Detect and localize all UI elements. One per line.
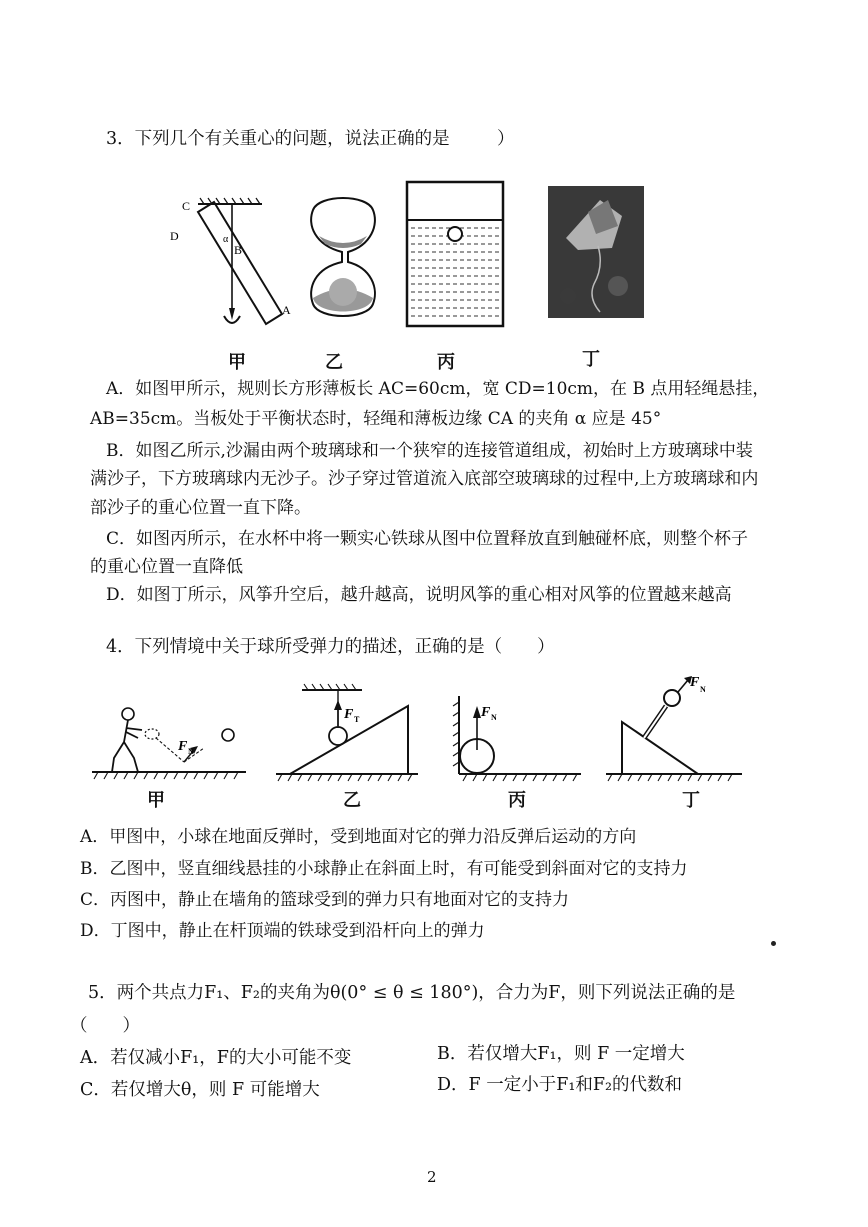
- q3-option-b-line3: 部沙子的重心位置一直下降。: [90, 498, 311, 518]
- q4-yi-label-ft-sub: T: [354, 715, 360, 724]
- q4-figure-yi: [272, 680, 422, 784]
- q3-caption-yi: 乙: [325, 352, 343, 373]
- q4-yi-label-ft: F: [344, 707, 354, 722]
- label-d: D: [170, 229, 179, 243]
- q4-figure-bing: [445, 690, 585, 784]
- q3-stem: 3．下列几个有关重心的问题，说法正确的是: [106, 129, 450, 149]
- q5-option-a: A．若仅减小F₁，F的大小可能不变: [80, 1048, 352, 1068]
- q3-figure-ding-kite-photo: [548, 186, 644, 318]
- q5-stem: 5．两个共点力F₁、F₂的夹角为θ(0° ≤ θ ≤ 180°)，合力为F，则下列说法正确的是: [88, 983, 736, 1003]
- q3-option-d: D．如图丁所示，风筝升空后，越升越高，说明风筝的重心相对风筝的位置越来越高: [106, 585, 732, 605]
- label-a: A: [282, 303, 291, 317]
- q4-option-d: D．丁图中，静止在杆顶端的铁球受到沿杆向上的弹力: [80, 921, 485, 941]
- label-b: B: [234, 243, 243, 257]
- q4-option-b: B．乙图中，竖直细线悬挂的小球静止在斜面上时，有可能受到斜面对它的支持力: [80, 859, 688, 879]
- stray-dot: [771, 941, 776, 946]
- q4-option-a: A．甲图中，小球在地面反弹时，受到地面对它的弹力沿反弹后运动的方向: [80, 827, 637, 847]
- q3-paren: ）: [497, 129, 515, 149]
- q4-ding-label-fn-sub: N: [700, 685, 706, 694]
- q3-figure-yi: [305, 190, 385, 330]
- q4-figure-jia: [88, 700, 250, 782]
- q3-option-c-line1: C．如图丙所示，在水杯中将一颗实心铁球从图中位置释放直到触碰杯底，则整个杯子: [106, 529, 749, 549]
- q5-option-c: C．若仅增大θ，则 F 可能增大: [80, 1080, 320, 1100]
- q4-option-c: C．丙图中，静止在墙角的篮球受到的弹力只有地面对它的支持力: [80, 890, 570, 910]
- q4-bing-label-fn: F: [481, 705, 491, 720]
- page-number: 2: [427, 1168, 437, 1186]
- q3-caption-bing: 丙: [437, 352, 455, 373]
- q4-bing-label-fn-sub: N: [491, 713, 497, 722]
- q4-ding-label-fn: F: [690, 675, 700, 690]
- q3-figure-bing: [405, 180, 507, 330]
- q3-caption-jia: 甲: [228, 352, 246, 373]
- q5-paren: （ ）: [70, 1016, 140, 1036]
- q3-option-a-line2: AB=35cm。当板处于平衡状态时，轻绳和薄板边缘 CA 的夹角 α 应是 45°: [90, 409, 662, 429]
- q4-jia-label-f-sub: N: [188, 747, 194, 756]
- q3-figure-jia: [160, 190, 300, 340]
- q5-option-d: D．F 一定小于F₁和F₂的代数和: [437, 1075, 683, 1095]
- label-alpha: α: [223, 234, 229, 245]
- q4-stem: 4．下列情境中关于球所受弹力的描述，正确的是（ ）: [106, 637, 555, 657]
- q5-option-b: B．若仅增大F₁，则 F 一定增大: [437, 1044, 685, 1064]
- q4-jia-label-f: F: [178, 739, 188, 754]
- q4-figure-ding: [600, 670, 746, 784]
- q4-caption-ding: 丁: [682, 790, 700, 811]
- label-c: C: [182, 199, 191, 213]
- q3-option-b-line1: B．如图乙所示,沙漏由两个玻璃球和一个狭窄的连接管道组成，初始时上方玻璃球中装: [106, 441, 753, 461]
- q3-caption-ding: 丁: [582, 349, 600, 370]
- q3-option-b-line2: 满沙子，下方玻璃球内无沙子。沙子穿过管道流入底部空玻璃球的过程中,上方玻璃球和内: [90, 469, 759, 489]
- q3-option-c-line2: 的重心位置一直降低: [90, 557, 243, 577]
- q3-option-a-line1: A．如图甲所示，规则长方形薄板长 AC=60cm，宽 CD=10cm，在 B 点用轻绳悬挂，: [106, 379, 770, 399]
- q4-caption-jia: 甲: [147, 790, 165, 811]
- q4-caption-yi: 乙: [343, 790, 361, 811]
- q4-caption-bing: 丙: [508, 790, 526, 811]
